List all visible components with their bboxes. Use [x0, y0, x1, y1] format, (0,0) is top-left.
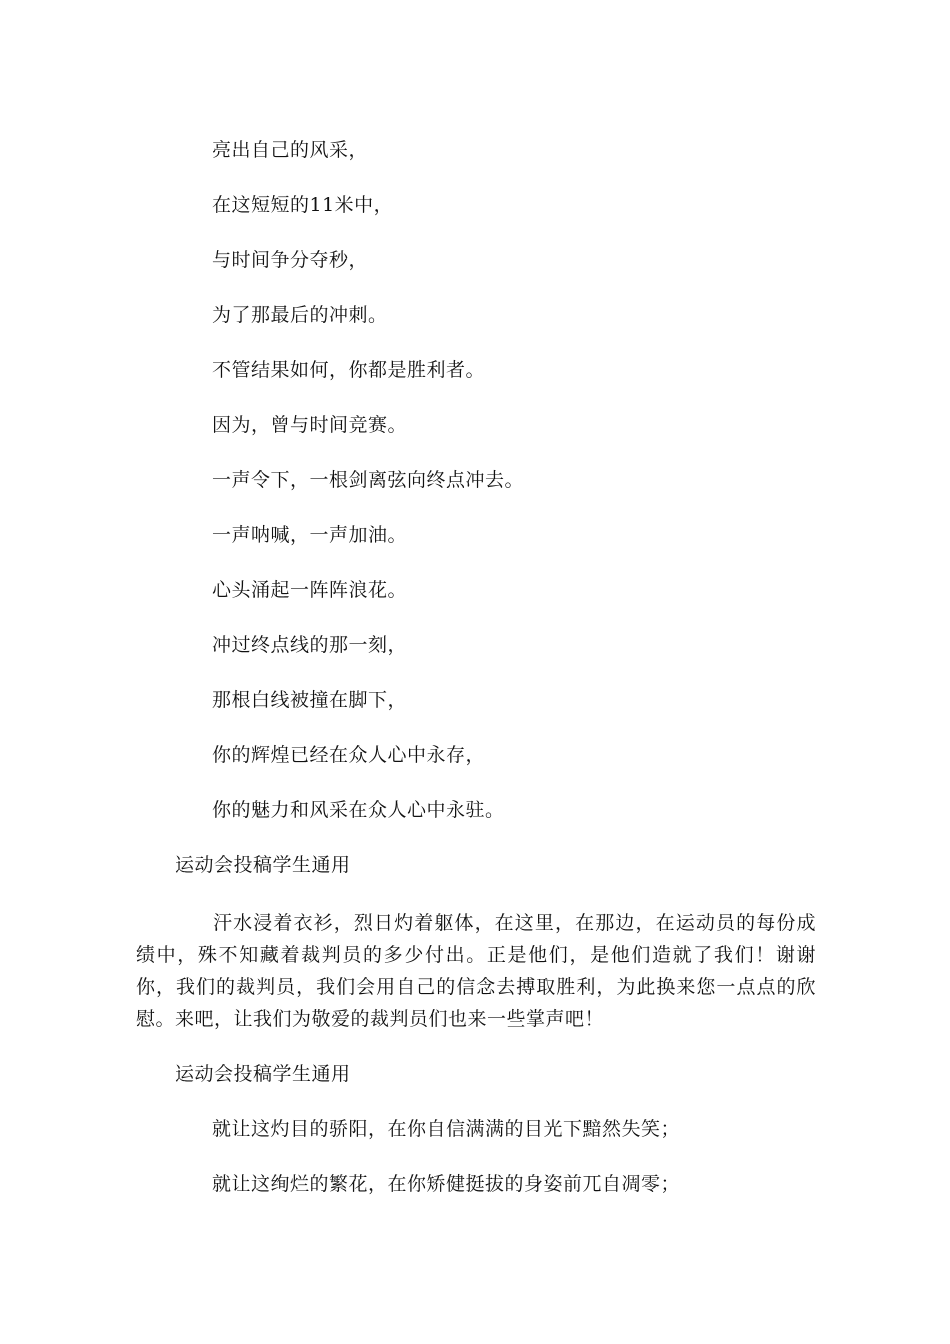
- poem-line: 不管结果如何，你都是胜利者。: [212, 359, 486, 381]
- poem-line: 你的辉煌已经在众人心中永存，: [212, 744, 486, 766]
- section-heading: 运动会投稿学生通用: [175, 1063, 351, 1085]
- poem-line: 在这短短的11米中，: [212, 194, 394, 216]
- poem-line: 就让这灼目的骄阳，在你自信满满的目光下黯然失笑；: [212, 1118, 681, 1140]
- poem-line: 为了那最后的冲刺。: [212, 304, 388, 326]
- poem-line: 与时间争分夺秒，: [212, 249, 369, 271]
- poem-line: 因为，曾与时间竞赛。: [212, 414, 408, 436]
- poem-line: 一声令下，一根剑离弦向终点冲去。: [212, 469, 525, 491]
- poem-line: 那根白线被撞在脚下，: [212, 689, 408, 711]
- body-paragraph: 汗水浸着衣衫，烈日灼着躯体，在这里，在那边，在运动员的每份成绩中，殊不知藏着裁判员的多少付出。正是他们，是他们造就了我们！谢谢你，我们的裁判员，我们会用自己的信念去搏取胜利，为此换来您一点点的欣慰。来吧，让我们为敬爱的裁判员们也来一些掌声吧！: [136, 912, 816, 1030]
- poem-line: 心头涌起一阵阵浪花。: [212, 579, 408, 601]
- poem-line: 冲过终点线的那一刻，: [212, 634, 408, 656]
- poem-line: 你的魅力和风采在众人心中永驻。: [212, 799, 505, 821]
- poem-line: 就让这绚烂的繁花，在你矫健挺拔的身姿前兀自凋零；: [212, 1173, 681, 1195]
- poem-line: 一声呐喊，一声加油。: [212, 524, 408, 546]
- section-heading: 运动会投稿学生通用: [175, 854, 351, 876]
- poem-line: 亮出自己的风采，: [212, 139, 369, 161]
